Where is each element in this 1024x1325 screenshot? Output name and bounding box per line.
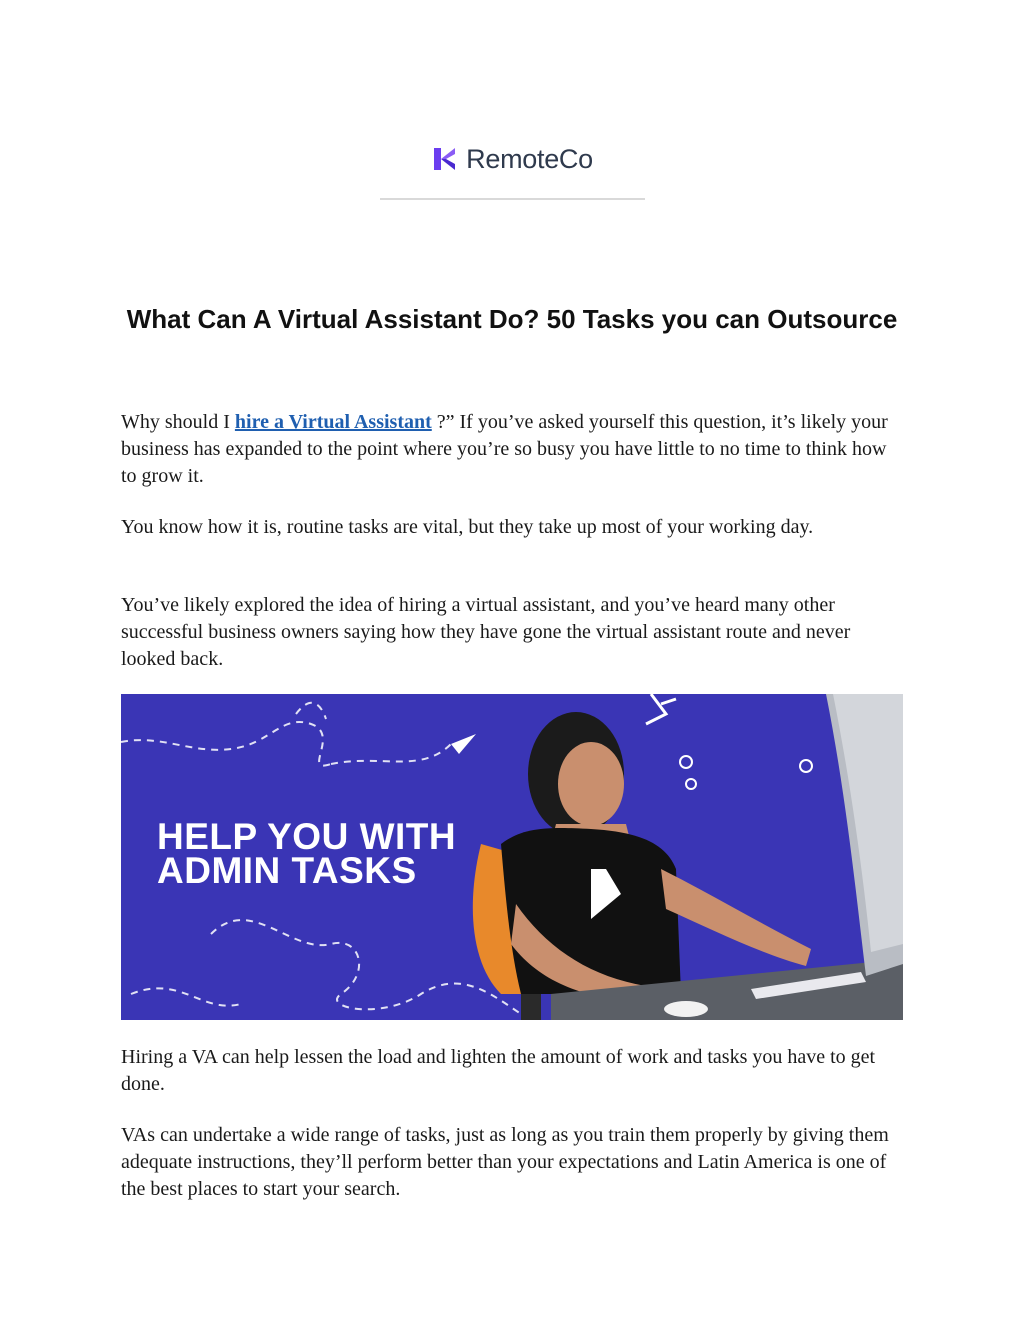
- intro-text-before: Why should I: [121, 411, 235, 433]
- hire-virtual-assistant-link[interactable]: hire a Virtual Assistant: [234, 411, 432, 433]
- hero-caption-line-2: ADMIN TASKS: [157, 850, 417, 891]
- logo-wordmark: RemoteCo: [466, 143, 593, 174]
- hero-caption: [157, 816, 457, 891]
- remoteco-logo-mark-icon: [432, 146, 458, 172]
- paragraph-explored-idea: You’ve likely explored the idea of hiring a virtual assistant, and you’ve heard many other successful business owners saying how they have gone the virtual assistant route and never looked back.: [121, 594, 851, 670]
- paper-plane-icon: [451, 734, 476, 754]
- paragraph-routine-tasks: You know how it is, routine tasks are vital, but they take up most of your working day.: [121, 516, 814, 538]
- remoteco-logo: [380, 120, 645, 200]
- article-title: What Can A Virtual Assistant Do? 50 Tasks you can Outsource: [126, 304, 898, 334]
- hero-image: [121, 694, 903, 1020]
- intro-paragraph: [121, 409, 906, 490]
- paragraph-vas-tasks: VAs can undertake a wide range of tasks, just as long as you train them properly by giving them adequate instructions, they’ll perform better than your expectations and Latin America is one of the best places to start your search.: [121, 1124, 889, 1200]
- paragraph-hiring-va: Hiring a VA can help lessen the load and lighten the amount of work and tasks you have to get done.: [121, 1046, 876, 1095]
- intro-text-after: ?” If you’ve asked yourself this question, it’s likely your business has expanded to the point where you’re so busy you have little to no time to think how to grow it.: [121, 411, 888, 487]
- hero-caption-line-1: HELP YOU WITH: [157, 816, 457, 857]
